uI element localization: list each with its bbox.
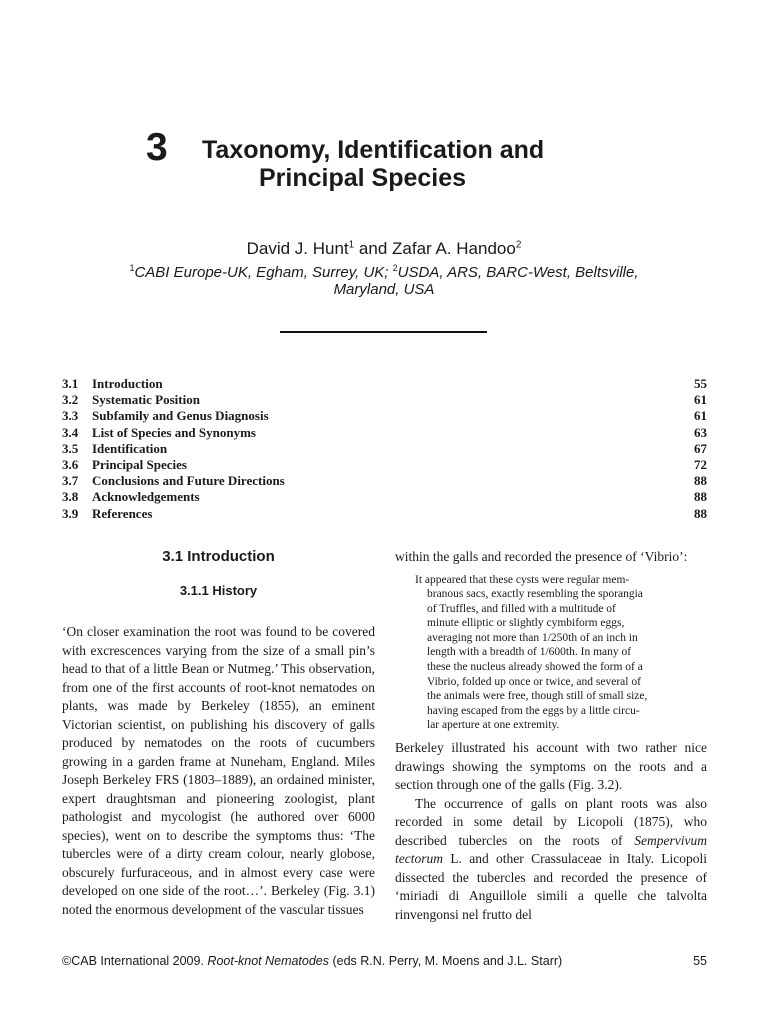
- toc-row[interactable]: [62, 425, 707, 441]
- author-1-affil-mark: 1: [348, 239, 355, 251]
- chapter-number: 3: [146, 126, 168, 169]
- toc-page: 88: [694, 489, 707, 505]
- quote-line: lar aperture at one extremity.: [427, 719, 560, 732]
- toc-row[interactable]: [62, 392, 707, 408]
- affil-mark-2: 2: [392, 263, 398, 273]
- chapter-title-line-1: Taxonomy, Identification and: [202, 136, 545, 164]
- toc-number: 3.6: [62, 456, 79, 472]
- toc-title: References: [92, 505, 153, 521]
- affiliation-line-1: [0, 260, 768, 281]
- right-column: [395, 548, 707, 924]
- toc-title: Introduction: [92, 376, 163, 391]
- chapter-title-line-2: Principal Species: [259, 164, 467, 192]
- quote-line: Vibrio, folded up once or twice, and several of: [427, 675, 641, 688]
- toc-page: 88: [694, 473, 707, 489]
- paragraph-text: L. and other Crassulaceae in Italy. Licopoli dissected the tubercles and recorded the presence of ‘miriadi di Anguillole simili a quelle che talvolta rinvengonsi nel frutto del: [395, 851, 707, 922]
- affiliation-2: USDA, ARS, BARC-West, Beltsville,: [397, 264, 639, 281]
- footer-copyright: ©CAB International 2009.: [62, 954, 208, 968]
- body-paragraph: ‘On closer examination the root was found to be covered with excrescences varying from the size of a small pin’s head to that of a little Bean or Nutmeg.’ This observation, from one of the first accounts of root-knot nematodes on plants, was made by Berkeley (1855), an eminent Victorian scientist, on publishing his discovery of galls produced by nematodes on the roots of cucumbers growing in a garden frame at Nuneham, England. Miles Joseph Berkeley FRS (1803–1889), an ordained minister, expert draughtsman and pioneering zoologist, plant pathologist and mycologist (he authored over 6000 species), went on to describe the symptoms thus: ‘The tubercles were of a dirty cream colour, nearly globose, obscurely furfuraceous, and in almost every case were developed on one side of the root…’. Berkeley (Fig. 3.1) noted the enormous development of the vascular tissues: [62, 624, 375, 917]
- author-line: [0, 239, 768, 259]
- toc-row[interactable]: [62, 506, 707, 522]
- toc-number: 3.4: [62, 424, 79, 440]
- toc-title: Identification: [92, 440, 168, 456]
- quote-line: branous sacs, exactly resembling the sporangia: [427, 588, 643, 601]
- affiliation-line-2: Maryland, USA: [333, 281, 435, 298]
- toc-number: 3.5: [62, 440, 79, 456]
- toc-page: 88: [694, 505, 707, 521]
- toc-title: Systematic Position: [92, 392, 200, 408]
- toc-title: Acknowledgements: [92, 489, 200, 505]
- quote-line: minute elliptic or slightly cymbiform eggs,: [427, 617, 625, 630]
- author-2-affil-mark: 2: [515, 239, 522, 251]
- toc-number: 3.8: [62, 489, 79, 505]
- page-number: 55: [693, 954, 707, 968]
- title-divider: [280, 331, 487, 333]
- quote-line: of Truffles, and filled with a multitude of: [427, 602, 616, 615]
- toc-number: 3.9: [62, 505, 79, 521]
- toc-page: 61: [694, 392, 707, 408]
- affil-mark-1: 1: [129, 263, 135, 273]
- toc-page: 61: [694, 408, 707, 424]
- toc-title: List of Species and Synonyms: [92, 424, 256, 440]
- toc-page: 72: [694, 456, 707, 472]
- footer-book-title: Root-knot Nematodes: [207, 954, 330, 968]
- quote-line: It appeared that these cysts were regular mem-: [415, 573, 630, 586]
- quote-line: these the nucleus already showed the form of a: [427, 661, 643, 674]
- author-1: David J. Hunt: [246, 239, 349, 258]
- quote-line: having escaped from the eggs by a little circu-: [427, 704, 640, 717]
- body-paragraph: [395, 795, 707, 925]
- affiliation-1: CABI Europe-UK, Egham, Surrey, UK;: [134, 264, 393, 281]
- footer-citation: [62, 954, 562, 968]
- toc-title: Conclusions and Future Directions: [92, 473, 285, 489]
- toc-number: 3.2: [62, 392, 79, 408]
- paragraph-text: The occurrence of galls on plant roots was also recorded in some detail by Licopoli (1875), who described tubercles on the roots of: [395, 795, 707, 848]
- page-footer: [62, 954, 707, 968]
- author-conjunction: and: [354, 239, 393, 258]
- author-2: Zafar A. Handoo: [392, 239, 516, 258]
- subsection-heading: 3.1.1 History: [179, 583, 258, 598]
- toc-number: 3.1: [62, 376, 79, 391]
- affiliations: [0, 260, 768, 298]
- toc-number: 3.3: [62, 408, 79, 424]
- toc-row[interactable]: [62, 473, 707, 489]
- toc-row[interactable]: [62, 489, 707, 505]
- left-column: [62, 548, 375, 919]
- quote-line: the animals were free, though still of small size,: [427, 690, 648, 703]
- toc-row[interactable]: [62, 441, 707, 457]
- toc-number: 3.7: [62, 473, 79, 489]
- chapter-title: [202, 136, 544, 192]
- toc-page: 67: [694, 440, 707, 456]
- toc-row[interactable]: [62, 376, 707, 392]
- block-quote: [415, 573, 685, 734]
- footer-editors: (eds R.N. Perry, M. Moens and J.L. Starr): [329, 954, 563, 968]
- quote-line: averaging not more than 1/250th of an inch in: [427, 631, 638, 644]
- species-name: Sempervivum tectorum: [395, 832, 707, 867]
- toc-title: Subfamily and Genus Diagnosis: [92, 408, 269, 424]
- toc-page: 55: [694, 376, 707, 391]
- quote-line: length with a breadth of 1/600th. In many of: [427, 646, 632, 659]
- body-paragraph-continued: within the galls and recorded the presence of ‘Vibrio’:: [395, 549, 688, 564]
- body-paragraph: Berkeley illustrated his account with two rather nice drawings showing the symptoms on the roots and a section through one of the galls (Fig. 3.2).: [395, 740, 707, 793]
- toc-row[interactable]: [62, 408, 707, 424]
- toc-row[interactable]: [62, 457, 707, 473]
- toc-page: 63: [694, 424, 707, 440]
- toc-title: Principal Species: [92, 456, 187, 472]
- table-of-contents: [62, 376, 707, 522]
- section-heading: 3.1 Introduction: [162, 548, 275, 565]
